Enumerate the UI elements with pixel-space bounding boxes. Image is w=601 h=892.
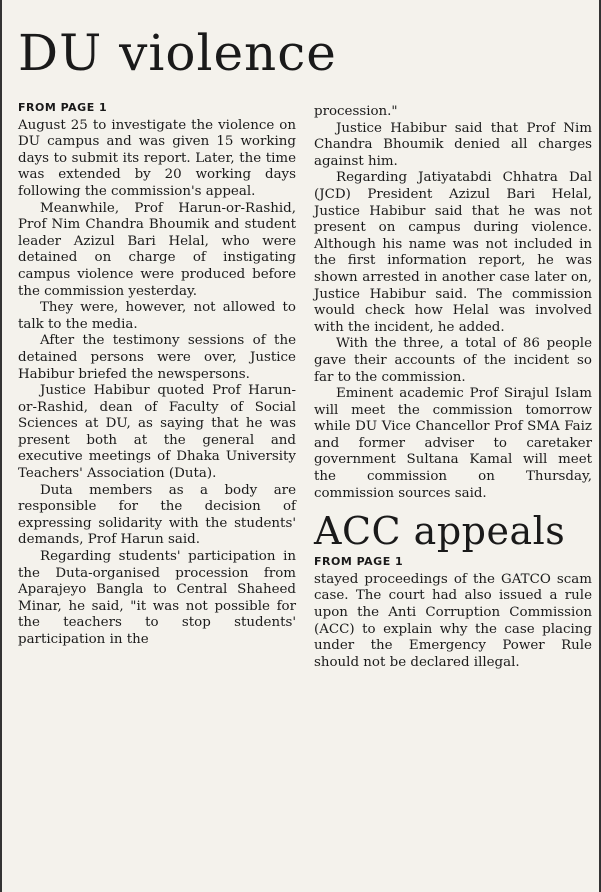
article1-paragraph: Justice Habibur quoted Prof Harun-or-Rashid, dean of Faculty of Social Sciences at DU, as saying that he was present both at the general and executive meetings of Dhaka University Teachers' Association (Duta). xyxy=(18,383,296,482)
article1-paragraph: Regarding students' participation in the Duta-organised procession from Aparajeyo Bangla to Central Shaheed Minar, he said, "it was not possible for the teachers to stop students' participation in the xyxy=(18,549,296,647)
article1-column-2 xyxy=(314,104,592,671)
kicker-from-page-1: FROM PAGE 1 xyxy=(314,555,404,569)
kicker-from-page-1: FROM PAGE 1 xyxy=(18,101,108,114)
article1-paragraph: Meanwhile, Prof Harun-or-Rashid, Prof Nim Chandra Bhoumik and student leader Azizul Bari Helal, who were detained on charge of instigating campus violence were produced before the commission yesterday. xyxy=(18,200,296,299)
article2-paragraph: stayed proceedings of the GATCO scam case. The court had also issued a rule upon the Anti Corruption Commission (ACC) to explain why the case placing under the Emergency Power Rule should not be declared illegal. xyxy=(314,571,592,670)
article1-paragraph: Regarding Jatiyatabdi Chhatra Dal (JCD) President Azizul Bari Helal, Justice Habibur said that he was not present on campus during violence. Although his name was not included in the first information report, he was shown arrested in another case later on, Justice Habibur said. The commission would check how Helal was involved with the incident, he added. xyxy=(314,170,592,335)
article1-paragraph: August 25 to investigate the violence on DU campus and was given 15 working days to submit its report. Later, the time was extended by 20 working days following the commission's appeal. xyxy=(18,117,296,199)
article1-paragraph: With the three, a total of 86 people gave their accounts of the incident so far to the commission. xyxy=(314,336,592,385)
article1-paragraph: Justice Habibur said that Prof Nim Chandra Bhoumik denied all charges against him. xyxy=(314,120,592,169)
headline-du-violence: DU violence xyxy=(18,24,337,82)
article1-paragraph: They were, however, not allowed to talk to the media. xyxy=(18,300,296,332)
headline-acc-appeals: ACC appeals xyxy=(314,509,566,554)
article1-paragraph: Eminent academic Prof Sirajul Islam will meet the commission tomorrow while DU Vice Chancellor Prof SMA Faiz and former adviser to caretaker government Sultana Kamal will meet the commission on Thursday, commission sources said. xyxy=(314,386,592,501)
article1-paragraph: After the testimony sessions of the detained persons were over, Justice Habibur briefed the newspersons. xyxy=(18,333,296,382)
article1-continuation: procession." xyxy=(314,104,398,119)
article1-column-1 xyxy=(18,100,296,649)
article1-paragraph: Duta members as a body are responsible for the decision of expressing solidarity with the students' demands, Prof Harun said. xyxy=(18,482,296,548)
